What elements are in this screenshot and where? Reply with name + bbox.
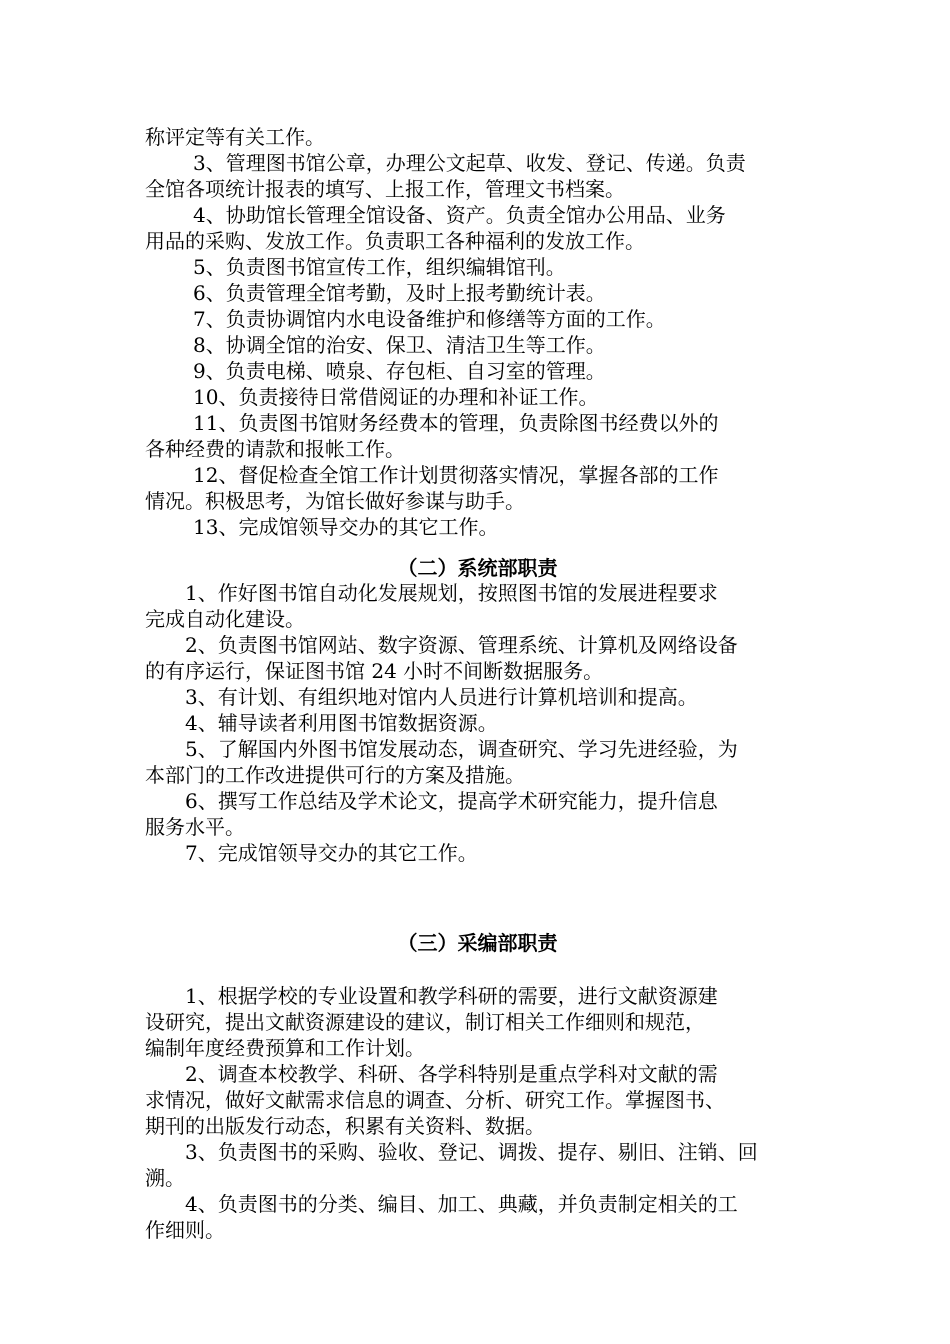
paragraph-line: 情况。积极思考，为馆长做好参谋与助手。 (145, 489, 525, 513)
paragraph-line: 5、负责图书馆宣传工作，组织编辑馆刊。 (193, 255, 566, 279)
paragraph-line: 8、协调全馆的治安、保卫、清洁卫生等工作。 (193, 333, 606, 357)
paragraph-line: 的有序运行，保证图书馆 24 小时不间断数据服务。 (145, 659, 604, 683)
paragraph-line: 用品的采购、发放工作。负责职工各种福利的发放工作。 (145, 229, 645, 253)
section-heading: （三）采编部职责 (397, 931, 558, 955)
paragraph-line: 2、负责图书馆网站、数字资源、管理系统、计算机及网络设备 (185, 633, 738, 657)
paragraph-line: 11、负责图书馆财务经费本的管理，负责除图书经费以外的 (193, 411, 719, 435)
paragraph-line: 编制年度经费预算和工作计划。 (145, 1036, 425, 1060)
paragraph-line: 10、负责接待日常借阅证的办理和补证工作。 (193, 385, 599, 409)
paragraph-line: 3、负责图书的采购、验收、登记、调拨、提存、剔旧、注销、回 (185, 1140, 758, 1164)
paragraph-line: 本部门的工作改进提供可行的方案及措施。 (145, 763, 525, 787)
paragraph-line: 2、调查本校教学、科研、各学科特别是重点学科对文献的需 (185, 1062, 718, 1086)
paragraph-line: 期刊的出版发行动态，积累有关资料、数据。 (145, 1114, 545, 1138)
paragraph-line: 作细则。 (145, 1218, 225, 1242)
paragraph-line: 4、负责图书的分类、编目、加工、典藏，并负责制定相关的工 (185, 1192, 738, 1216)
paragraph-line: 溯。 (145, 1166, 185, 1190)
paragraph-line: 4、协助馆长管理全馆设备、资产。负责全馆办公用品、业务 (193, 203, 726, 227)
paragraph-line: 12、督促检查全馆工作计划贯彻落实情况，掌握各部的工作 (193, 463, 719, 487)
paragraph-line: 3、有计划、有组织地对馆内人员进行计算机培训和提高。 (185, 685, 698, 709)
paragraph-line: 3、管理图书馆公章，办理公文起草、收发、登记、传递。负责 (193, 151, 746, 175)
paragraph-line: 各种经费的请款和报帐工作。 (145, 437, 405, 461)
paragraph-line: 4、辅导读者利用图书馆数据资源。 (185, 711, 498, 735)
paragraph-line: 9、负责电梯、喷泉、存包柜、自习室的管理。 (193, 359, 606, 383)
paragraph-line: 6、撰写工作总结及学术论文，提高学术研究能力，提升信息 (185, 789, 718, 813)
section-heading: （二）系统部职责 (397, 556, 558, 580)
paragraph-line: 全馆各项统计报表的填写、上报工作，管理文书档案。 (145, 177, 625, 201)
paragraph-line: 设研究，提出文献资源建设的建议，制订相关工作细则和规范， (145, 1010, 705, 1034)
paragraph-line: 5、了解国内外图书馆发展动态，调查研究、学习先进经验，为 (185, 737, 738, 761)
paragraph-line: 称评定等有关工作。 (145, 125, 325, 149)
paragraph-line: 1、作好图书馆自动化发展规划，按照图书馆的发展进程要求 (185, 581, 718, 605)
paragraph-line: 求情况，做好文献需求信息的调查、分析、研究工作。掌握图书、 (145, 1088, 725, 1112)
paragraph-line: 1、根据学校的专业设置和教学科研的需要，进行文献资源建 (185, 984, 718, 1008)
paragraph-line: 完成自动化建设。 (145, 607, 305, 631)
paragraph-line: 13、完成馆领导交办的其它工作。 (193, 515, 499, 539)
paragraph-line: 7、负责协调馆内水电设备维护和修缮等方面的工作。 (193, 307, 666, 331)
paragraph-line: 服务水平。 (145, 815, 245, 839)
paragraph-line: 7、完成馆领导交办的其它工作。 (185, 841, 478, 865)
paragraph-line: 6、负责管理全馆考勤，及时上报考勤统计表。 (193, 281, 606, 305)
